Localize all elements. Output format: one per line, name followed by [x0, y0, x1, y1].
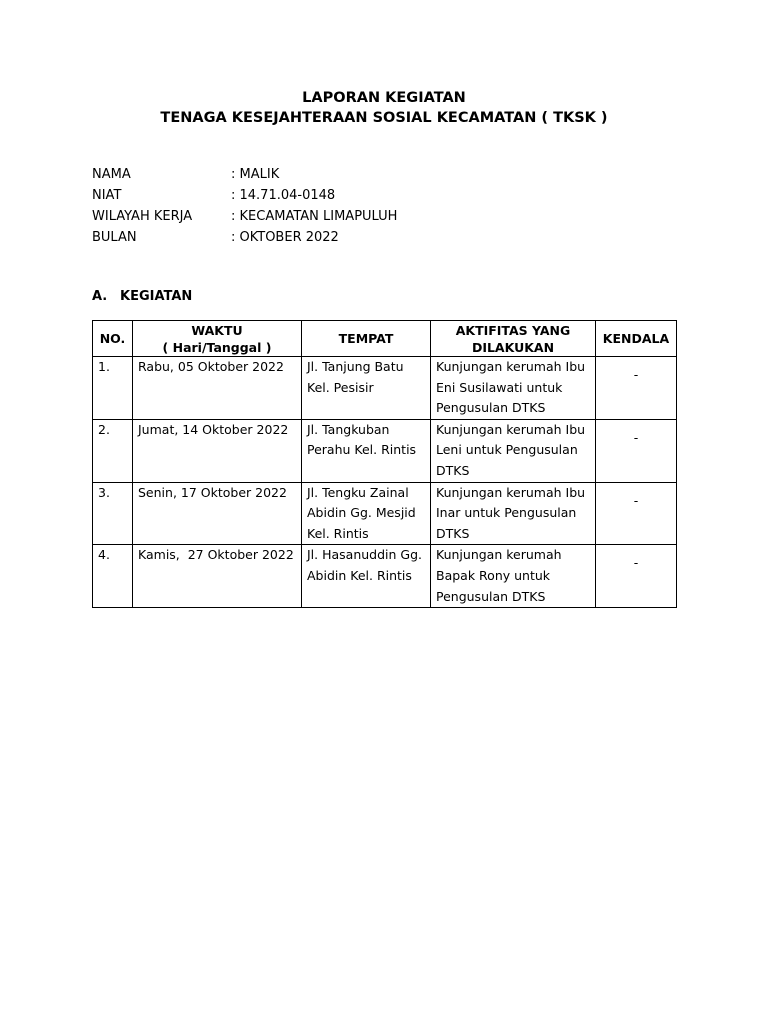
header-aktifitas [431, 321, 596, 357]
header-waktu-line1: WAKTU [191, 322, 243, 338]
row-aktifitas: Kunjungan kerumah Ibu Inar untuk Pengusulan DTKS [431, 482, 596, 545]
niat-value: : 14.71.04-0148 [231, 188, 336, 203]
bulan-value: : OKTOBER 2022 [231, 230, 339, 245]
table-row [93, 545, 677, 608]
header-aktifitas-line2: DILAKUKAN [471, 339, 555, 355]
row-tempat: Jl. Tanjung Batu Kel. Pesisir [302, 357, 431, 420]
header-waktu-line2: ( Hari/Tanggal ) [162, 339, 272, 355]
row-waktu: Kamis, 27 Oktober 2022 [133, 545, 302, 608]
section-heading [92, 287, 192, 307]
section-title: KEGIATAN [120, 289, 193, 304]
info-row-wilayah [92, 206, 397, 227]
wilayah-value: : KECAMATAN LIMAPULUH [231, 209, 398, 224]
row-no: 2. [93, 419, 133, 482]
table-row [93, 482, 677, 545]
header-tempat: TEMPAT [302, 321, 431, 357]
row-aktifitas: Kunjungan kerumah Ibu Leni untuk Pengusulan DTKS [431, 419, 596, 482]
row-no: 3. [93, 482, 133, 545]
info-row-bulan [92, 227, 397, 248]
row-kendala-cell [596, 419, 677, 482]
row-kendala: - [633, 492, 639, 508]
info-row-nama [92, 164, 397, 185]
niat-label: NIAT [92, 188, 122, 203]
header-waktu [133, 321, 302, 357]
table-header-row [93, 321, 677, 357]
row-tempat: Jl. Tengku Zainal Abidin Gg. Mesjid Kel. Rintis [302, 482, 431, 545]
row-waktu: Senin, 17 Oktober 2022 [133, 482, 302, 545]
info-row-niat [92, 185, 397, 206]
row-tempat: Jl. Tangkuban Perahu Kel. Rintis [302, 419, 431, 482]
row-waktu: Rabu, 05 Oktober 2022 [133, 357, 302, 420]
row-no: 4. [93, 545, 133, 608]
row-tempat: Jl. Hasanuddin Gg. Abidin Kel. Rintis [302, 545, 431, 608]
header-aktifitas-line1: AKTIFITAS YANG [455, 322, 571, 338]
bulan-label: BULAN [92, 230, 137, 245]
row-aktifitas: Kunjungan kerumah Ibu Eni Susilawati untuk Pengusulan DTKS [431, 357, 596, 420]
row-aktifitas: Kunjungan kerumah Bapak Rony untuk Pengusulan DTKS [431, 545, 596, 608]
header-no: NO. [93, 321, 133, 357]
nama-value: : MALIK [231, 167, 280, 182]
row-no: 1. [93, 357, 133, 420]
identity-block [92, 164, 397, 248]
section-letter: A. [92, 289, 108, 304]
row-kendala-cell [596, 545, 677, 608]
row-kendala: - [633, 555, 639, 571]
table-row [93, 357, 677, 420]
table-row [93, 419, 677, 482]
report-subtitle: TENAGA KESEJAHTERAAN SOSIAL KECAMATAN ( TKSK ) [160, 110, 608, 126]
row-waktu: Jumat, 14 Oktober 2022 [133, 419, 302, 482]
row-kendala: - [633, 367, 639, 382]
report-title: LAPORAN KEGIATAN [302, 90, 466, 106]
row-kendala-cell [596, 357, 677, 420]
header-kendala: KENDALA [596, 321, 677, 357]
row-kendala-cell [596, 482, 677, 545]
nama-label: NAMA [92, 167, 131, 182]
activity-table [92, 320, 677, 608]
row-kendala: - [633, 429, 639, 445]
wilayah-label: WILAYAH KERJA [92, 209, 193, 224]
